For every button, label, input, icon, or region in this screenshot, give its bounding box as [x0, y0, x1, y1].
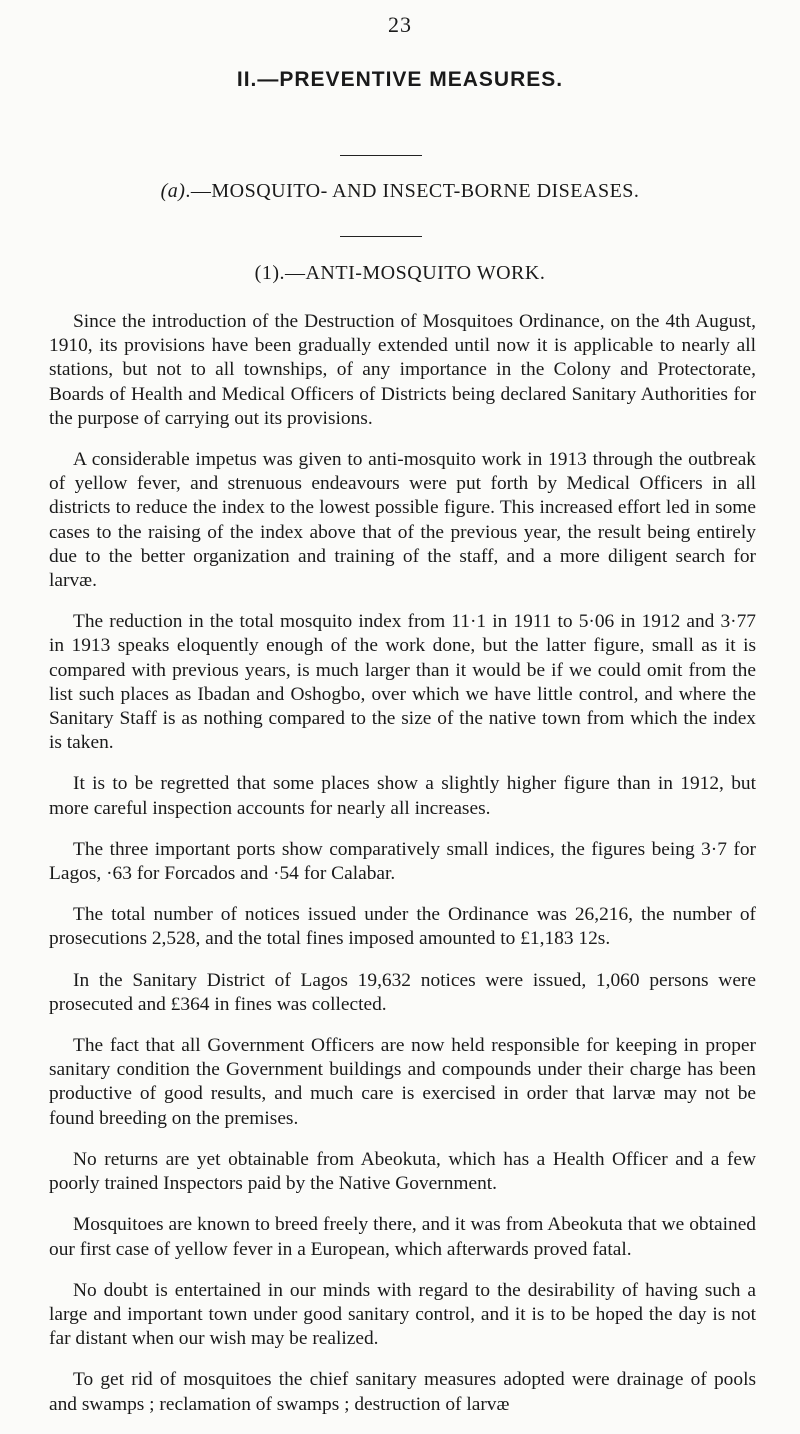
- paragraph: To get rid of mosquitoes the chief sanitary measures adopted were drainage of pools and swamps ; reclamation of swamps ; destruction of larvæ: [49, 1369, 756, 1415]
- paragraph: The fact that all Government Officers are now held responsible for keeping in proper sanitary condition the Government buildings and compounds under their charge has been productive of good results, and much care is exercised in order that larvæ may not be found breeding on the premises.: [49, 1035, 756, 1129]
- section-heading: II.—PREVENTIVE MEASURES.: [236, 68, 564, 91]
- paragraph: A considerable impetus was given to anti-mosquito work in 1913 through the outbreak of yellow fever, and strenuous endeavours were put forth by Medical Officers in all districts to reduce the index to the lowest possible figure. This increased effort led in some cases to the raising of the index above that of the previous year, the result being entirely due to the better organization and training of the staff, and a more diligent search for larvæ.: [49, 449, 756, 592]
- divider-rule: [340, 155, 422, 156]
- divider-rule: [340, 236, 422, 237]
- paragraph: The reduction in the total mosquito index from 11·1 in 1911 to 5·06 in 1912 and 3·77 in 1913 speaks eloquently enough of the work done, but the latter figure, small as it is compared with previous years, is much larger than it would be if we could omit from the list such places as Ibadan and Oshogbo, over which we have little control, and where the Sanitary Staff is as nothing compared to the size of the native town from which the index is taken.: [49, 611, 756, 754]
- paragraph: In the Sanitary District of Lagos 19,632 notices were issued, 1,060 persons were prosecuted and £364 in fines was collected.: [49, 969, 756, 1015]
- paragraph: Since the introduction of the Destruction of Mosquitoes Ordinance, on the 4th August, 1910, its provisions have been gradually extended until now it is applicable to nearly all stations, but not to all townships, of any importance in the Colony and Protectorate, Boards of Health and Medical Officers of Districts being declared Sanitary Authorities for the purpose of carrying out its provisions.: [49, 311, 756, 429]
- page-number: 23: [388, 12, 412, 37]
- paragraph: No returns are yet obtainable from Abeokuta, which has a Health Officer and a few poorly trained Inspectors paid by the Native Government.: [49, 1148, 756, 1195]
- paragraph: Mosquitoes are known to breed freely there, and it was from Abeokuta that we obtained our first case of yellow fever in a European, which afterwards proved fatal.: [49, 1214, 756, 1260]
- paragraph: It is to be regretted that some places show a slightly higher figure than in 1912, but more careful inspection accounts for nearly all increases.: [49, 773, 756, 819]
- paragraph: No doubt is entertained in our minds with regard to the desirability of having such a large and important town under good sanitary control, and it is to be hoped the day is not far distant when our wish may be realized.: [49, 1279, 756, 1350]
- sub-sub-heading: (1).—ANTI-MOSQUITO WORK.: [254, 262, 546, 284]
- sub-heading-text: .—MOSQUITO- AND INSECT-BORNE DISEASES.: [185, 180, 640, 202]
- paragraph: The total number of notices issued under the Ordinance was 26,216, the number of prosecutions 2,528, and the total fines imposed amounted to £1,183 12s.: [49, 904, 756, 950]
- paragraph: The three important ports show comparatively small indices, the figures being 3·7 for Lagos, ·63 for Forcados and ·54 for Calabar.: [49, 838, 756, 885]
- body-text: [49, 310, 756, 1434]
- sub-heading: [0, 180, 800, 203]
- sub-heading-prefix: (a): [160, 180, 186, 202]
